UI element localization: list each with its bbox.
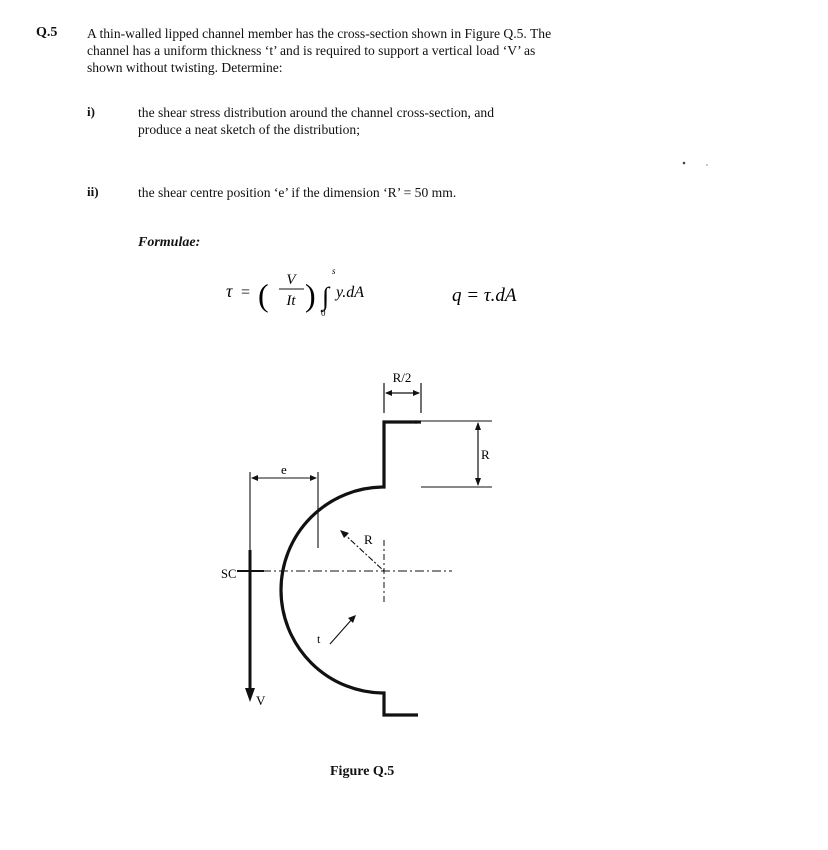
r-half-label: R/2 [392, 370, 412, 385]
question-number: Q.5 [36, 25, 58, 40]
part-ii-label: ii) [87, 184, 99, 199]
thickness-leader [330, 618, 353, 644]
integrand: y.dA [336, 284, 364, 301]
question-line-2: channel has a uniform thickness ‘t’ and is required to support a vertical load ‘V’ as [87, 43, 536, 58]
r-half-arrow-left [385, 390, 392, 396]
e-arrow-right [310, 475, 317, 481]
part-ii-line-1: the shear centre position ‘e’ if the dimension ‘R’ = 50 mm. [138, 185, 457, 200]
radius-arrow [340, 530, 349, 538]
question-line-3: shown without twisting. Determine: [87, 60, 283, 75]
stray-dot [683, 162, 686, 165]
formulae-heading: Formulae: [138, 235, 201, 250]
integral-upper-limit: s [332, 266, 336, 276]
load-arrowhead [245, 688, 255, 702]
lip-r-label: R [481, 447, 490, 462]
shear-flow-formula: q = τ.dA [452, 285, 517, 306]
radius-label: R [364, 532, 373, 547]
r-half-arrow-right [413, 390, 420, 396]
stray-dot [706, 164, 708, 166]
right-paren: ) [305, 277, 316, 313]
lipped-channel-outline [281, 422, 418, 715]
fraction-numerator: V [286, 272, 296, 288]
tau-symbol: τ [226, 281, 233, 301]
thickness-label: t [317, 632, 321, 646]
question-line-1: A thin-walled lipped channel member has the cross-section shown in Figure Q.5. The [87, 26, 552, 41]
fraction-denominator: It [286, 293, 296, 309]
e-arrow-left [251, 475, 258, 481]
integral-lower-limit: 0 [321, 308, 326, 318]
load-label: V [256, 693, 266, 708]
lip-arrow-top [475, 422, 481, 430]
radius-line [342, 532, 384, 571]
part-i-label: i) [87, 104, 95, 119]
figure-caption: Figure Q.5 [330, 764, 395, 779]
e-label: e [281, 462, 287, 477]
integral-sign: ∫ [322, 282, 330, 311]
lip-arrow-bottom [475, 478, 481, 486]
equals-sign: = [240, 284, 251, 301]
left-paren: ( [258, 277, 269, 313]
part-i-line-1: the shear stress distribution around the channel cross-section, and [138, 105, 494, 120]
part-i-line-2: produce a neat sketch of the distribution; [138, 122, 360, 137]
shear-centre-label: SC [221, 567, 237, 581]
